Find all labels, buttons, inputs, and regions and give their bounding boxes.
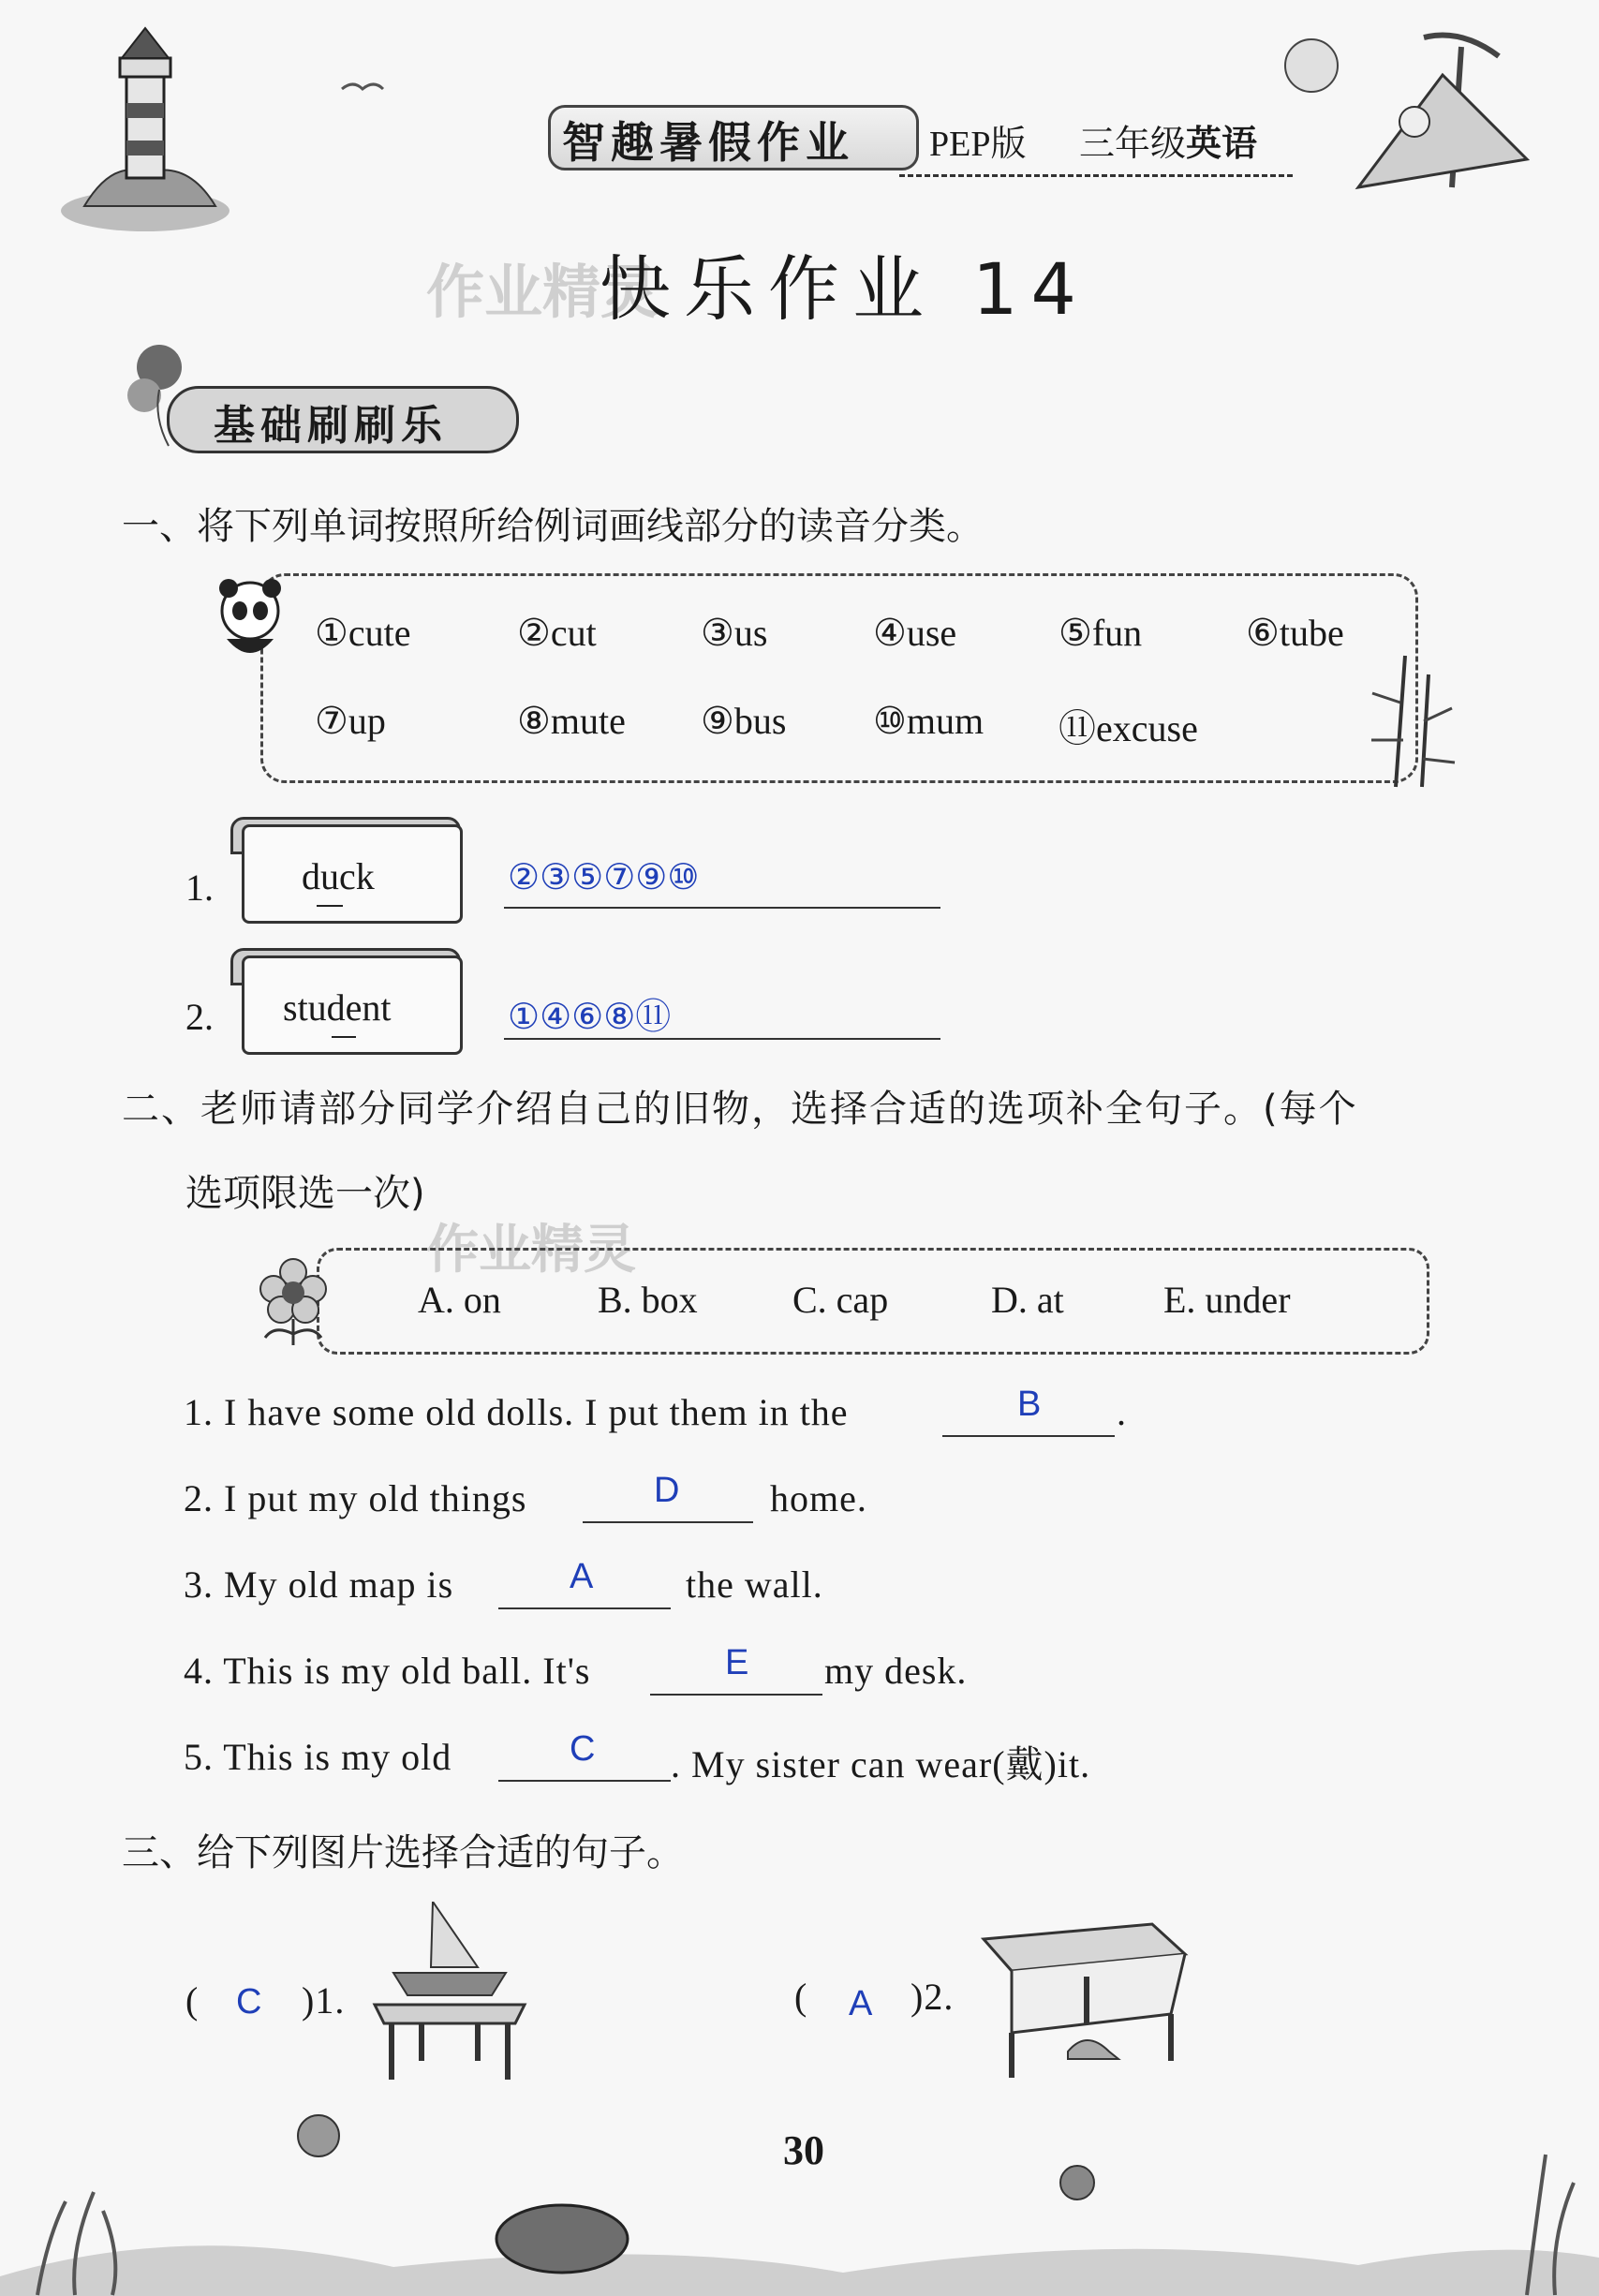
subject-label: 英语 — [1186, 123, 1258, 164]
word-item: ④use — [873, 612, 957, 654]
sentence-text: . — [1117, 1391, 1127, 1433]
q3-heading: 三、给下列图片选择合适的句子。 — [122, 1831, 684, 1874]
header-dash-line — [899, 174, 1293, 177]
word-item: ⑩mum — [873, 700, 985, 742]
boat-on-table-image[interactable] — [365, 1902, 534, 2089]
q2-heading-cont: 选项限选一次) — [185, 1172, 425, 1215]
answer-text: C — [236, 1982, 262, 2022]
watermark: 作业精灵 — [426, 258, 659, 326]
word-item: ⑪excuse — [1059, 707, 1198, 749]
answer-text: D — [654, 1471, 680, 1510]
example-word: duck — [302, 855, 375, 897]
word-item: ①cute — [315, 612, 411, 654]
word-item: ③us — [701, 612, 768, 654]
answer-text: B — [1017, 1385, 1042, 1424]
seabed-decoration — [0, 2108, 1599, 2296]
panda-icon — [208, 573, 292, 667]
sentence-text: home. — [770, 1477, 867, 1519]
edition-label: PEP版 — [929, 125, 1027, 164]
option-item: C. cap — [792, 1279, 889, 1321]
sentence-text: my desk. — [824, 1650, 968, 1692]
grade-subject — [1079, 114, 1257, 166]
sentence-text: 3. My old map is — [184, 1563, 454, 1606]
answer-blank[interactable] — [583, 1521, 753, 1523]
sentence-text: . My sister can wear(戴)it. — [671, 1743, 1091, 1785]
sentence-text: the wall. — [686, 1563, 823, 1606]
section-label: 基础刷刷乐 — [214, 402, 448, 450]
word-item: ⑧mute — [517, 700, 626, 742]
cap-under-desk-image[interactable] — [974, 1920, 1190, 2089]
answer-text: A — [849, 1984, 873, 2023]
sentence-text: 5. This is my old — [184, 1736, 452, 1778]
answer-text: A — [570, 1557, 594, 1596]
answer-line[interactable] — [504, 907, 940, 909]
answer-blank[interactable] — [498, 1780, 671, 1782]
q1-heading: 一、将下列单词按照所给例词画线部分的读音分类。 — [122, 505, 984, 548]
sentence-text: 4. This is my old ball. It's — [184, 1650, 591, 1692]
example-word: student — [283, 986, 392, 1029]
bracket-close-number: )1. — [302, 1979, 346, 2022]
answer-blank[interactable] — [650, 1694, 822, 1696]
answer-text: ②③⑤⑦⑨⑩ — [508, 858, 700, 897]
bracket-open: ( — [794, 1976, 808, 2018]
answer-line[interactable] — [504, 1038, 940, 1040]
word-item: ⑨bus — [701, 700, 787, 742]
sentence-text: 1. I have some old dolls. I put them in the — [184, 1391, 849, 1433]
bracket-open: ( — [185, 1979, 200, 2022]
underline-mark — [332, 1036, 356, 1038]
q2-heading: 二、老师请部分同学介绍自己的旧物，选择合适的选项补全句子。(每个 — [122, 1088, 1358, 1131]
answer-blank[interactable] — [498, 1607, 671, 1609]
beach-chair-illustration — [1255, 19, 1555, 206]
word-item: ②cut — [517, 612, 597, 654]
sentence-text: 2. I put my old things — [184, 1477, 527, 1519]
bamboo-icon — [1349, 646, 1461, 796]
flower-icon — [251, 1253, 335, 1347]
underline-mark — [317, 905, 343, 907]
option-item: D. at — [991, 1279, 1064, 1321]
word-item: ⑥tube — [1246, 612, 1344, 654]
word-bank-box — [260, 573, 1418, 783]
page-number: 30 — [783, 2127, 824, 2173]
bracket-close-number: )2. — [911, 1976, 955, 2018]
item-number: 2. — [185, 996, 214, 1038]
grade-label: 三年级 — [1079, 123, 1187, 164]
watermark: 作业精灵 — [426, 1220, 636, 1281]
series-title: 智趣暑假作业 — [562, 117, 854, 168]
option-item: E. under — [1163, 1279, 1291, 1321]
item-number: 1. — [185, 867, 214, 909]
answer-text: ①④⑥⑧⑪ — [508, 998, 672, 1037]
bird-icon — [337, 75, 412, 103]
answer-text: E — [725, 1643, 749, 1682]
word-item: ⑤fun — [1059, 612, 1143, 654]
answer-text: C — [570, 1729, 596, 1769]
lighthouse-illustration — [56, 19, 234, 234]
word-item: ⑦up — [315, 700, 386, 742]
answer-blank[interactable] — [942, 1435, 1115, 1437]
option-item: B. box — [598, 1279, 698, 1321]
page-title: 快乐作业 14 — [600, 247, 1089, 331]
option-item: A. on — [418, 1279, 501, 1321]
